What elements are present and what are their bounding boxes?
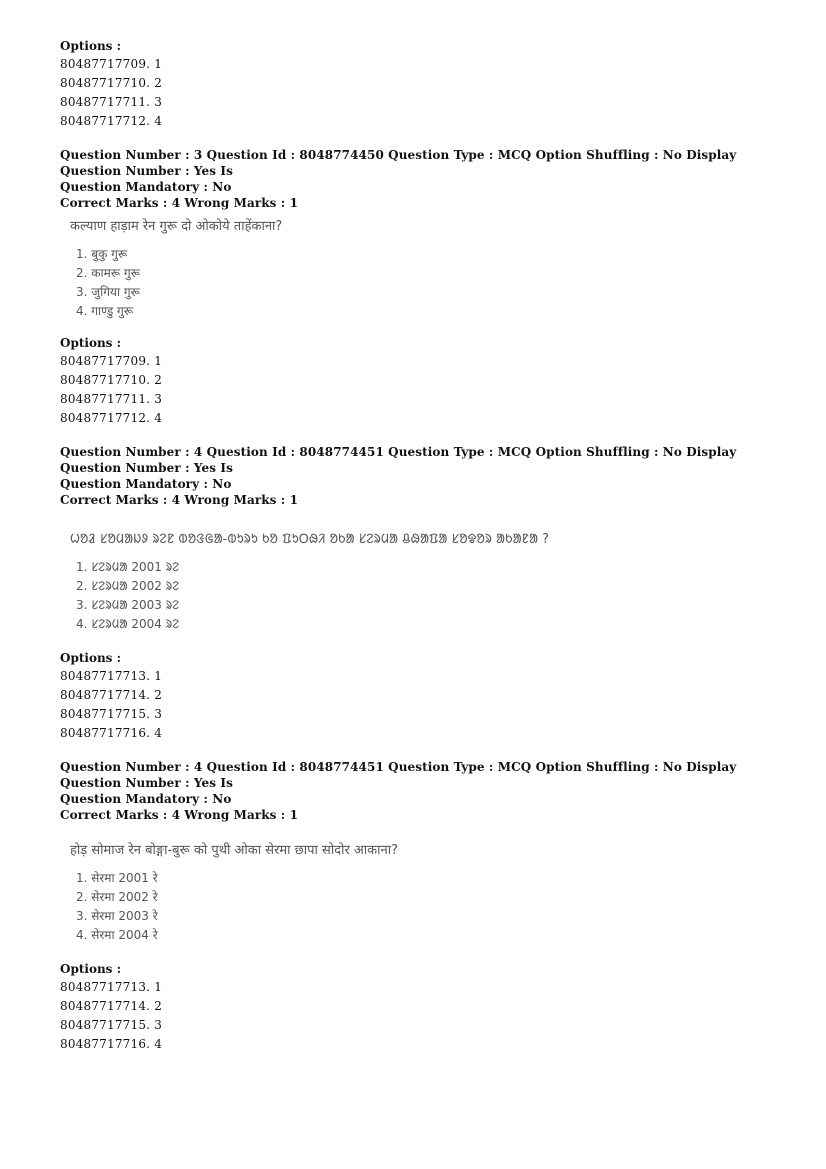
option-line: 80487717712. 4 — [60, 411, 163, 425]
question-text: ᱦᱚᱲ ᱥᱚᱢᱟᱡᱽ ᱨᱮᱱ ᱵᱚᱝᱜᱟ-ᱵᱩᱨᱩ ᱠᱚ ᱯᱩᱛᱷᱤ ᱚᱠᱟ ᱥᱮᱨᱢᱟ ᱪᱷᱟᱯᱟ ᱥᱚᱫᱚᱨ ᱟᱠᱟᱱᱟ ? — [70, 532, 549, 547]
question-3 — [60, 147, 760, 428]
options-label: Options : — [60, 39, 122, 53]
question-image — [70, 530, 760, 634]
question-choice: 3. सेरमा 2003 रे — [76, 909, 158, 923]
question-text: कल्याण हाड़ाम रेन गुरू दो ओकोये ताहेंकाना? — [70, 219, 283, 234]
question-header-line2: Question Mandatory : No — [60, 792, 232, 806]
question-image — [70, 217, 760, 321]
option-line: 80487717716. 4 — [60, 726, 163, 740]
question-choices — [76, 245, 760, 321]
question-4-devanagari — [60, 759, 760, 1054]
question-choices — [76, 558, 760, 634]
question-choice: 4. गाण्डु गुरू — [76, 304, 134, 318]
option-line: 80487717715. 3 — [60, 707, 163, 721]
question-choice: 3. जुगिया गुरू — [76, 285, 140, 299]
option-line: 80487717709. 1 — [60, 57, 163, 71]
option-line: 80487717711. 3 — [60, 392, 163, 406]
question-marks: Correct Marks : 4 Wrong Marks : 1 — [60, 493, 299, 507]
question-choice: 2. ᱥᱮᱨᱢᱟ 2002 ᱨᱮ — [76, 579, 180, 593]
question-4-olchiki — [60, 444, 760, 743]
question-marks: Correct Marks : 4 Wrong Marks : 1 — [60, 808, 299, 822]
option-line: 80487717715. 3 — [60, 1018, 163, 1032]
question-choice: 4. ᱥᱮᱨᱢᱟ 2004 ᱨᱮ — [76, 617, 180, 631]
options-block-1 — [60, 38, 760, 131]
option-line: 80487717710. 2 — [60, 76, 163, 90]
question-image — [70, 841, 760, 945]
question-choice: 1. ᱥᱮᱨᱢᱟ 2001 ᱨᱮ — [76, 560, 180, 574]
options-label: Options : — [60, 336, 122, 350]
question-header-line1: Question Number : 4 Question Id : 8048774451 Question Type : MCQ Option Shuffling : No Display Question Number : Yes Is — [60, 760, 737, 790]
option-line: 80487717713. 1 — [60, 669, 163, 683]
question-choice: 2. सेरमा 2002 रे — [76, 890, 158, 904]
question-header-line2: Question Mandatory : No — [60, 180, 232, 194]
option-line: 80487717713. 1 — [60, 980, 163, 994]
question-choice: 3. ᱥᱮᱨᱢᱟ 2003 ᱨᱮ — [76, 598, 180, 612]
question-marks: Correct Marks : 4 Wrong Marks : 1 — [60, 196, 299, 210]
question-choice: 1. सेरमा 2001 रे — [76, 871, 158, 885]
option-line: 80487717716. 4 — [60, 1037, 163, 1051]
question-header-line1: Question Number : 4 Question Id : 8048774451 Question Type : MCQ Option Shuffling : No Display Question Number : Yes Is — [60, 445, 737, 475]
document-page — [60, 38, 760, 1070]
question-choice: 2. कामरू गुरू — [76, 266, 140, 280]
option-line: 80487717711. 3 — [60, 95, 163, 109]
option-line: 80487717710. 2 — [60, 373, 163, 387]
question-header-line1: Question Number : 3 Question Id : 8048774450 Question Type : MCQ Option Shuffling : No Display Question Number : Yes Is — [60, 148, 737, 178]
question-choices — [76, 869, 760, 945]
question-text: होड़ सोमाज रेन बोङ्गा-बुरू को पुथी ओका सेरमा छापा सोदोर आकाना? — [70, 843, 399, 858]
option-line: 80487717712. 4 — [60, 114, 163, 128]
question-choice: 1. बुकु गुरू — [76, 247, 128, 261]
options-label: Options : — [60, 651, 122, 665]
question-choice: 4. सेरमा 2004 रे — [76, 928, 158, 942]
option-line: 80487717709. 1 — [60, 354, 163, 368]
question-header-line2: Question Mandatory : No — [60, 477, 232, 491]
option-line: 80487717714. 2 — [60, 688, 163, 702]
options-label: Options : — [60, 962, 122, 976]
option-line: 80487717714. 2 — [60, 999, 163, 1013]
